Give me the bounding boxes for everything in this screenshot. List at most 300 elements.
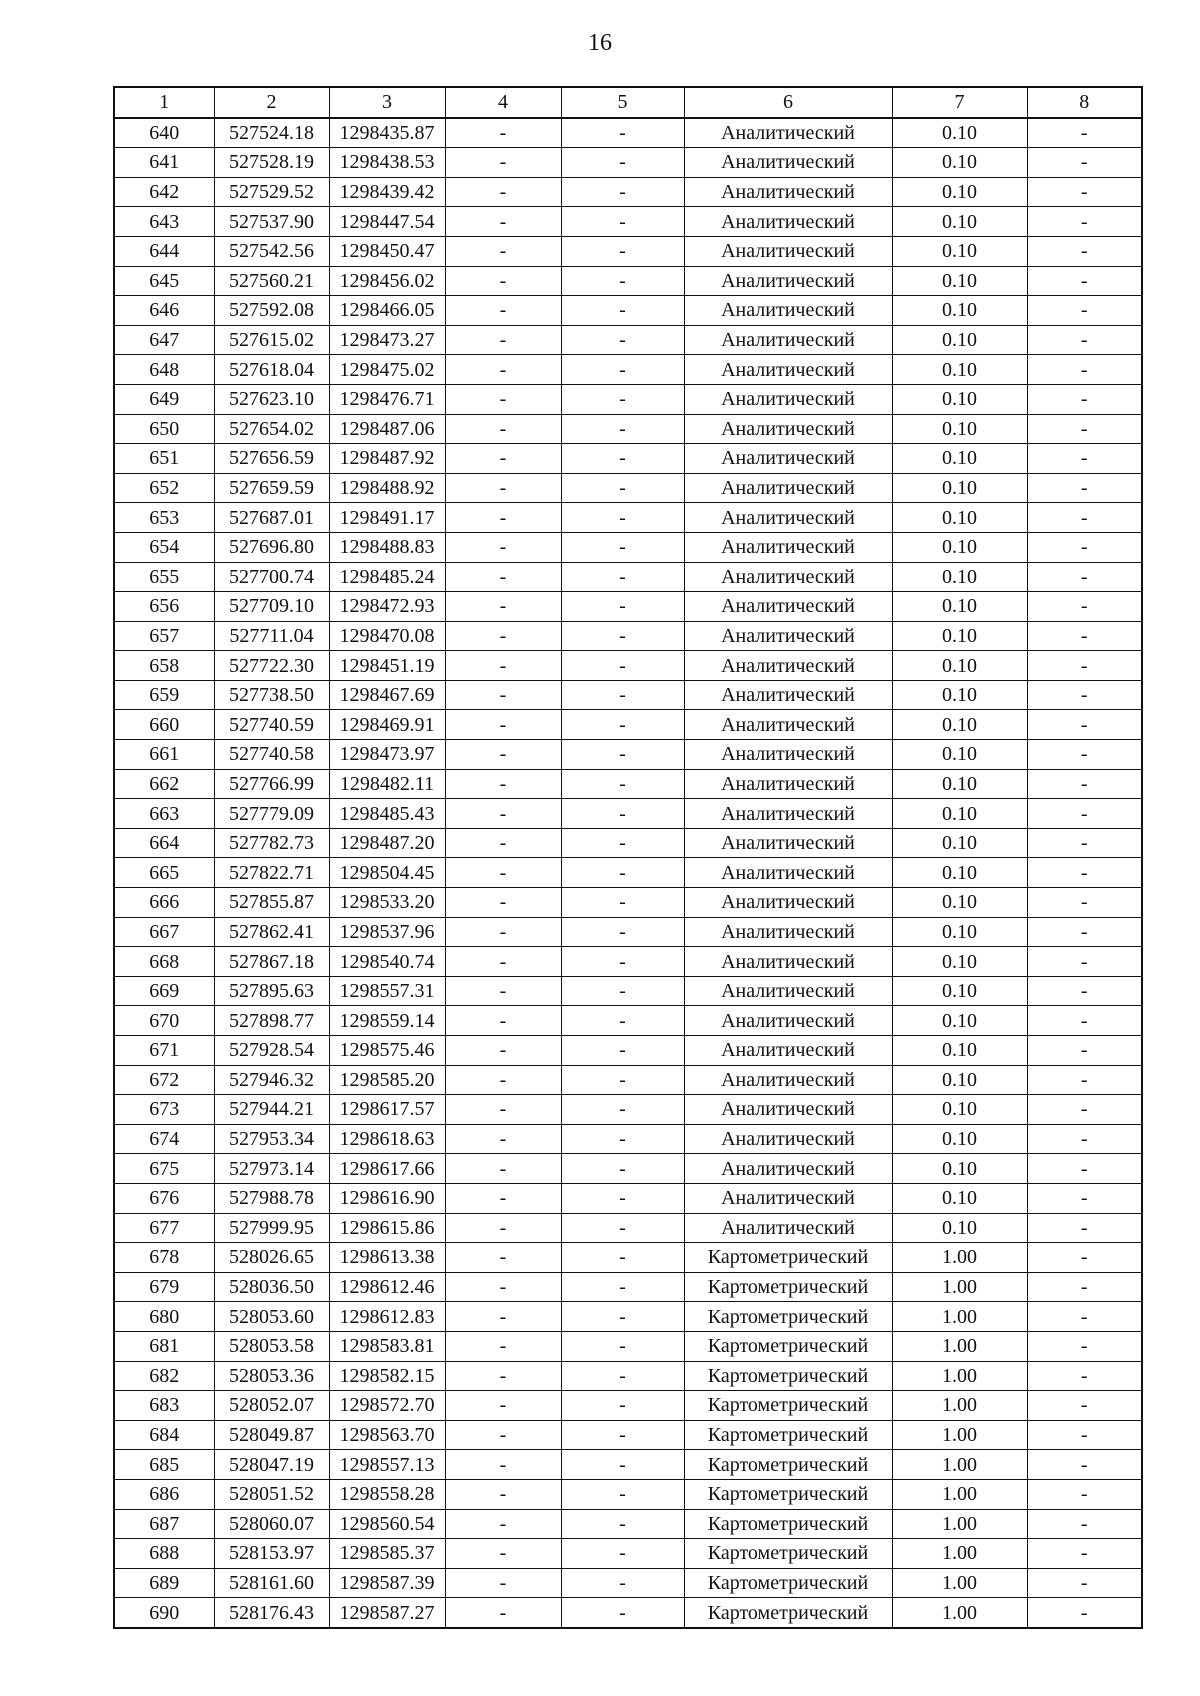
column-4-cell: - [445, 1539, 561, 1569]
y-coordinate-cell: 1298473.97 [329, 740, 445, 770]
column-5-cell: - [561, 1568, 684, 1598]
x-coordinate-cell: 527973.14 [214, 1154, 329, 1184]
point-number-cell: 668 [114, 947, 214, 977]
point-number-cell: 670 [114, 1006, 214, 1036]
column-5-cell: - [561, 947, 684, 977]
method-cell: Аналитический [684, 592, 892, 622]
column-8-cell: - [1027, 207, 1142, 237]
y-coordinate-cell: 1298467.69 [329, 680, 445, 710]
accuracy-cell: 1.00 [892, 1302, 1027, 1332]
y-coordinate-cell: 1298447.54 [329, 207, 445, 237]
method-cell: Аналитический [684, 621, 892, 651]
column-8-cell: - [1027, 710, 1142, 740]
column-8-cell: - [1027, 1124, 1142, 1154]
column-4-cell: - [445, 858, 561, 888]
column-8-cell: - [1027, 1331, 1142, 1361]
column-5-cell: - [561, 148, 684, 178]
column-8-cell: - [1027, 1006, 1142, 1036]
y-coordinate-cell: 1298472.93 [329, 592, 445, 622]
y-coordinate-cell: 1298466.05 [329, 296, 445, 326]
column-4-cell: - [445, 118, 561, 148]
column-8-cell: - [1027, 414, 1142, 444]
point-number-cell: 675 [114, 1154, 214, 1184]
column-4-cell: - [445, 947, 561, 977]
y-coordinate-cell: 1298491.17 [329, 503, 445, 533]
column-8-cell: - [1027, 1598, 1142, 1628]
accuracy-cell: 1.00 [892, 1361, 1027, 1391]
column-header: 6 [684, 87, 892, 118]
accuracy-cell: 0.10 [892, 1036, 1027, 1066]
method-cell: Картометрический [684, 1598, 892, 1628]
column-5-cell: - [561, 266, 684, 296]
column-5-cell: - [561, 1302, 684, 1332]
method-cell: Аналитический [684, 296, 892, 326]
accuracy-cell: 0.10 [892, 1154, 1027, 1184]
column-4-cell: - [445, 1036, 561, 1066]
column-4-cell: - [445, 1243, 561, 1273]
column-4-cell: - [445, 1154, 561, 1184]
point-number-cell: 680 [114, 1302, 214, 1332]
column-4-cell: - [445, 1420, 561, 1450]
x-coordinate-cell: 528036.50 [214, 1272, 329, 1302]
column-5-cell: - [561, 1479, 684, 1509]
x-coordinate-cell: 528026.65 [214, 1243, 329, 1273]
column-5-cell: - [561, 1450, 684, 1480]
column-5-cell: - [561, 503, 684, 533]
accuracy-cell: 0.10 [892, 236, 1027, 266]
column-8-cell: - [1027, 1243, 1142, 1273]
column-8-cell: - [1027, 1479, 1142, 1509]
y-coordinate-cell: 1298582.15 [329, 1361, 445, 1391]
column-5-cell: - [561, 562, 684, 592]
column-4-cell: - [445, 1361, 561, 1391]
point-number-cell: 642 [114, 177, 214, 207]
method-cell: Аналитический [684, 888, 892, 918]
table-row [114, 266, 1142, 296]
column-5-cell: - [561, 355, 684, 385]
accuracy-cell: 0.10 [892, 296, 1027, 326]
column-4-cell: - [445, 1124, 561, 1154]
point-number-cell: 667 [114, 917, 214, 947]
y-coordinate-cell: 1298470.08 [329, 621, 445, 651]
column-8-cell: - [1027, 592, 1142, 622]
column-8-cell: - [1027, 976, 1142, 1006]
method-cell: Картометрический [684, 1302, 892, 1332]
column-4-cell: - [445, 414, 561, 444]
point-number-cell: 663 [114, 799, 214, 829]
table-row [114, 680, 1142, 710]
column-8-cell: - [1027, 1539, 1142, 1569]
x-coordinate-cell: 527766.99 [214, 769, 329, 799]
x-coordinate-cell: 527592.08 [214, 296, 329, 326]
point-number-cell: 684 [114, 1420, 214, 1450]
column-8-cell: - [1027, 769, 1142, 799]
table-row [114, 296, 1142, 326]
accuracy-cell: 0.10 [892, 532, 1027, 562]
accuracy-cell: 0.10 [892, 444, 1027, 474]
y-coordinate-cell: 1298557.13 [329, 1450, 445, 1480]
column-8-cell: - [1027, 503, 1142, 533]
point-number-cell: 677 [114, 1213, 214, 1243]
table-header-row [114, 87, 1142, 118]
point-number-cell: 666 [114, 888, 214, 918]
column-5-cell: - [561, 444, 684, 474]
y-coordinate-cell: 1298587.39 [329, 1568, 445, 1598]
accuracy-cell: 0.10 [892, 917, 1027, 947]
column-5-cell: - [561, 1598, 684, 1628]
y-coordinate-cell: 1298473.27 [329, 325, 445, 355]
column-8-cell: - [1027, 1154, 1142, 1184]
table-row [114, 118, 1142, 148]
column-4-cell: - [445, 1509, 561, 1539]
x-coordinate-cell: 528176.43 [214, 1598, 329, 1628]
table-row [114, 621, 1142, 651]
accuracy-cell: 1.00 [892, 1450, 1027, 1480]
x-coordinate-cell: 528053.36 [214, 1361, 329, 1391]
table-row [114, 1036, 1142, 1066]
column-8-cell: - [1027, 118, 1142, 148]
point-number-cell: 671 [114, 1036, 214, 1066]
accuracy-cell: 1.00 [892, 1243, 1027, 1273]
accuracy-cell: 0.10 [892, 740, 1027, 770]
x-coordinate-cell: 528161.60 [214, 1568, 329, 1598]
x-coordinate-cell: 527542.56 [214, 236, 329, 266]
x-coordinate-cell: 527656.59 [214, 444, 329, 474]
y-coordinate-cell: 1298572.70 [329, 1391, 445, 1421]
table-row [114, 562, 1142, 592]
point-number-cell: 683 [114, 1391, 214, 1421]
y-coordinate-cell: 1298585.20 [329, 1065, 445, 1095]
point-number-cell: 657 [114, 621, 214, 651]
column-5-cell: - [561, 1331, 684, 1361]
column-4-cell: - [445, 1213, 561, 1243]
method-cell: Картометрический [684, 1539, 892, 1569]
x-coordinate-cell: 527524.18 [214, 118, 329, 148]
point-number-cell: 655 [114, 562, 214, 592]
y-coordinate-cell: 1298487.06 [329, 414, 445, 444]
column-5-cell: - [561, 680, 684, 710]
column-8-cell: - [1027, 799, 1142, 829]
point-number-cell: 662 [114, 769, 214, 799]
column-4-cell: - [445, 444, 561, 474]
y-coordinate-cell: 1298557.31 [329, 976, 445, 1006]
column-8-cell: - [1027, 1391, 1142, 1421]
method-cell: Аналитический [684, 503, 892, 533]
table-row [114, 888, 1142, 918]
y-coordinate-cell: 1298488.92 [329, 473, 445, 503]
y-coordinate-cell: 1298587.27 [329, 1598, 445, 1628]
y-coordinate-cell: 1298476.71 [329, 384, 445, 414]
x-coordinate-cell: 527722.30 [214, 651, 329, 681]
table-row [114, 1183, 1142, 1213]
column-4-cell: - [445, 1065, 561, 1095]
column-4-cell: - [445, 473, 561, 503]
method-cell: Аналитический [684, 1124, 892, 1154]
column-4-cell: - [445, 1006, 561, 1036]
column-5-cell: - [561, 1361, 684, 1391]
table-row [114, 710, 1142, 740]
accuracy-cell: 0.10 [892, 680, 1027, 710]
y-coordinate-cell: 1298612.83 [329, 1302, 445, 1332]
column-4-cell: - [445, 710, 561, 740]
point-number-cell: 658 [114, 651, 214, 681]
x-coordinate-cell: 527740.58 [214, 740, 329, 770]
y-coordinate-cell: 1298482.11 [329, 769, 445, 799]
column-5-cell: - [561, 621, 684, 651]
column-header: 1 [114, 87, 214, 118]
point-number-cell: 656 [114, 592, 214, 622]
column-5-cell: - [561, 532, 684, 562]
accuracy-cell: 0.10 [892, 1065, 1027, 1095]
point-number-cell: 682 [114, 1361, 214, 1391]
method-cell: Аналитический [684, 680, 892, 710]
accuracy-cell: 0.10 [892, 562, 1027, 592]
x-coordinate-cell: 527895.63 [214, 976, 329, 1006]
x-coordinate-cell: 527696.80 [214, 532, 329, 562]
column-5-cell: - [561, 1065, 684, 1095]
table-row [114, 1213, 1142, 1243]
accuracy-cell: 0.10 [892, 888, 1027, 918]
column-5-cell: - [561, 1006, 684, 1036]
column-4-cell: - [445, 148, 561, 178]
accuracy-cell: 0.10 [892, 947, 1027, 977]
column-4-cell: - [445, 976, 561, 1006]
y-coordinate-cell: 1298488.83 [329, 532, 445, 562]
x-coordinate-cell: 527999.95 [214, 1213, 329, 1243]
table-row [114, 177, 1142, 207]
accuracy-cell: 0.10 [892, 148, 1027, 178]
point-number-cell: 653 [114, 503, 214, 533]
y-coordinate-cell: 1298485.24 [329, 562, 445, 592]
point-number-cell: 688 [114, 1539, 214, 1569]
column-8-cell: - [1027, 1450, 1142, 1480]
table-row [114, 1450, 1142, 1480]
column-8-cell: - [1027, 325, 1142, 355]
column-5-cell: - [561, 1420, 684, 1450]
method-cell: Аналитический [684, 1154, 892, 1184]
column-8-cell: - [1027, 236, 1142, 266]
accuracy-cell: 0.10 [892, 1213, 1027, 1243]
x-coordinate-cell: 527528.19 [214, 148, 329, 178]
y-coordinate-cell: 1298439.42 [329, 177, 445, 207]
accuracy-cell: 1.00 [892, 1420, 1027, 1450]
accuracy-cell: 0.10 [892, 355, 1027, 385]
point-number-cell: 660 [114, 710, 214, 740]
method-cell: Картометрический [684, 1479, 892, 1509]
column-5-cell: - [561, 1036, 684, 1066]
method-cell: Картометрический [684, 1391, 892, 1421]
accuracy-cell: 0.10 [892, 473, 1027, 503]
x-coordinate-cell: 527659.59 [214, 473, 329, 503]
x-coordinate-cell: 527654.02 [214, 414, 329, 444]
method-cell: Картометрический [684, 1509, 892, 1539]
table-row [114, 858, 1142, 888]
column-header: 7 [892, 87, 1027, 118]
point-number-cell: 651 [114, 444, 214, 474]
x-coordinate-cell: 527618.04 [214, 355, 329, 385]
x-coordinate-cell: 527862.41 [214, 917, 329, 947]
accuracy-cell: 0.10 [892, 858, 1027, 888]
table-row [114, 740, 1142, 770]
column-5-cell: - [561, 799, 684, 829]
x-coordinate-cell: 527615.02 [214, 325, 329, 355]
accuracy-cell: 1.00 [892, 1539, 1027, 1569]
y-coordinate-cell: 1298435.87 [329, 118, 445, 148]
table-row [114, 1539, 1142, 1569]
y-coordinate-cell: 1298438.53 [329, 148, 445, 178]
point-number-cell: 687 [114, 1509, 214, 1539]
point-number-cell: 649 [114, 384, 214, 414]
x-coordinate-cell: 527687.01 [214, 503, 329, 533]
point-number-cell: 643 [114, 207, 214, 237]
column-5-cell: - [561, 888, 684, 918]
table-row [114, 947, 1142, 977]
table-row [114, 917, 1142, 947]
method-cell: Аналитический [684, 799, 892, 829]
table-row [114, 1509, 1142, 1539]
accuracy-cell: 0.10 [892, 651, 1027, 681]
method-cell: Аналитический [684, 473, 892, 503]
table-row [114, 1065, 1142, 1095]
column-4-cell: - [445, 1183, 561, 1213]
y-coordinate-cell: 1298537.96 [329, 917, 445, 947]
column-8-cell: - [1027, 888, 1142, 918]
accuracy-cell: 0.10 [892, 1124, 1027, 1154]
column-8-cell: - [1027, 1183, 1142, 1213]
method-cell: Картометрический [684, 1420, 892, 1450]
method-cell: Картометрический [684, 1331, 892, 1361]
column-header: 2 [214, 87, 329, 118]
column-4-cell: - [445, 1095, 561, 1125]
x-coordinate-cell: 527529.52 [214, 177, 329, 207]
column-5-cell: - [561, 828, 684, 858]
y-coordinate-cell: 1298485.43 [329, 799, 445, 829]
accuracy-cell: 0.10 [892, 266, 1027, 296]
table-row [114, 1420, 1142, 1450]
page-number: 16 [588, 30, 612, 56]
table-row [114, 1568, 1142, 1598]
column-4-cell: - [445, 1391, 561, 1421]
column-4-cell: - [445, 177, 561, 207]
column-4-cell: - [445, 296, 561, 326]
column-5-cell: - [561, 207, 684, 237]
column-4-cell: - [445, 799, 561, 829]
x-coordinate-cell: 528153.97 [214, 1539, 329, 1569]
column-5-cell: - [561, 1391, 684, 1421]
column-4-cell: - [445, 828, 561, 858]
method-cell: Аналитический [684, 917, 892, 947]
table-row [114, 1361, 1142, 1391]
column-header: 5 [561, 87, 684, 118]
y-coordinate-cell: 1298533.20 [329, 888, 445, 918]
method-cell: Аналитический [684, 355, 892, 385]
y-coordinate-cell: 1298612.46 [329, 1272, 445, 1302]
column-8-cell: - [1027, 384, 1142, 414]
x-coordinate-cell: 527946.32 [214, 1065, 329, 1095]
y-coordinate-cell: 1298618.63 [329, 1124, 445, 1154]
column-5-cell: - [561, 296, 684, 326]
column-8-cell: - [1027, 1272, 1142, 1302]
column-5-cell: - [561, 1243, 684, 1273]
column-4-cell: - [445, 325, 561, 355]
column-4-cell: - [445, 621, 561, 651]
point-number-cell: 686 [114, 1479, 214, 1509]
point-number-cell: 678 [114, 1243, 214, 1273]
x-coordinate-cell: 527700.74 [214, 562, 329, 592]
column-8-cell: - [1027, 1420, 1142, 1450]
method-cell: Аналитический [684, 148, 892, 178]
column-5-cell: - [561, 1095, 684, 1125]
column-5-cell: - [561, 858, 684, 888]
accuracy-cell: 0.10 [892, 1006, 1027, 1036]
column-8-cell: - [1027, 1036, 1142, 1066]
y-coordinate-cell: 1298617.66 [329, 1154, 445, 1184]
table-row [114, 828, 1142, 858]
column-8-cell: - [1027, 858, 1142, 888]
table-row [114, 1095, 1142, 1125]
column-4-cell: - [445, 917, 561, 947]
method-cell: Аналитический [684, 118, 892, 148]
y-coordinate-cell: 1298616.90 [329, 1183, 445, 1213]
column-4-cell: - [445, 207, 561, 237]
column-8-cell: - [1027, 1509, 1142, 1539]
method-cell: Картометрический [684, 1450, 892, 1480]
table-row [114, 1302, 1142, 1332]
column-8-cell: - [1027, 473, 1142, 503]
x-coordinate-cell: 528053.58 [214, 1331, 329, 1361]
accuracy-cell: 0.10 [892, 384, 1027, 414]
column-8-cell: - [1027, 1302, 1142, 1332]
method-cell: Аналитический [684, 562, 892, 592]
method-cell: Аналитический [684, 1036, 892, 1066]
column-4-cell: - [445, 888, 561, 918]
accuracy-cell: 1.00 [892, 1391, 1027, 1421]
table-row [114, 799, 1142, 829]
method-cell: Аналитический [684, 828, 892, 858]
method-cell: Аналитический [684, 651, 892, 681]
point-number-cell: 681 [114, 1331, 214, 1361]
column-5-cell: - [561, 976, 684, 1006]
accuracy-cell: 0.10 [892, 621, 1027, 651]
column-8-cell: - [1027, 1065, 1142, 1095]
column-5-cell: - [561, 917, 684, 947]
accuracy-cell: 0.10 [892, 177, 1027, 207]
x-coordinate-cell: 527560.21 [214, 266, 329, 296]
column-8-cell: - [1027, 355, 1142, 385]
y-coordinate-cell: 1298563.70 [329, 1420, 445, 1450]
x-coordinate-cell: 527537.90 [214, 207, 329, 237]
table-row [114, 473, 1142, 503]
column-4-cell: - [445, 1598, 561, 1628]
y-coordinate-cell: 1298615.86 [329, 1213, 445, 1243]
table-row [114, 444, 1142, 474]
column-header: 3 [329, 87, 445, 118]
column-8-cell: - [1027, 1568, 1142, 1598]
y-coordinate-cell: 1298585.37 [329, 1539, 445, 1569]
y-coordinate-cell: 1298487.20 [329, 828, 445, 858]
method-cell: Аналитический [684, 532, 892, 562]
method-cell: Аналитический [684, 976, 892, 1006]
method-cell: Аналитический [684, 1065, 892, 1095]
column-4-cell: - [445, 503, 561, 533]
accuracy-cell: 0.10 [892, 710, 1027, 740]
x-coordinate-cell: 527779.09 [214, 799, 329, 829]
accuracy-cell: 0.10 [892, 1183, 1027, 1213]
accuracy-cell: 0.10 [892, 769, 1027, 799]
column-8-cell: - [1027, 740, 1142, 770]
column-5-cell: - [561, 384, 684, 414]
x-coordinate-cell: 528047.19 [214, 1450, 329, 1480]
